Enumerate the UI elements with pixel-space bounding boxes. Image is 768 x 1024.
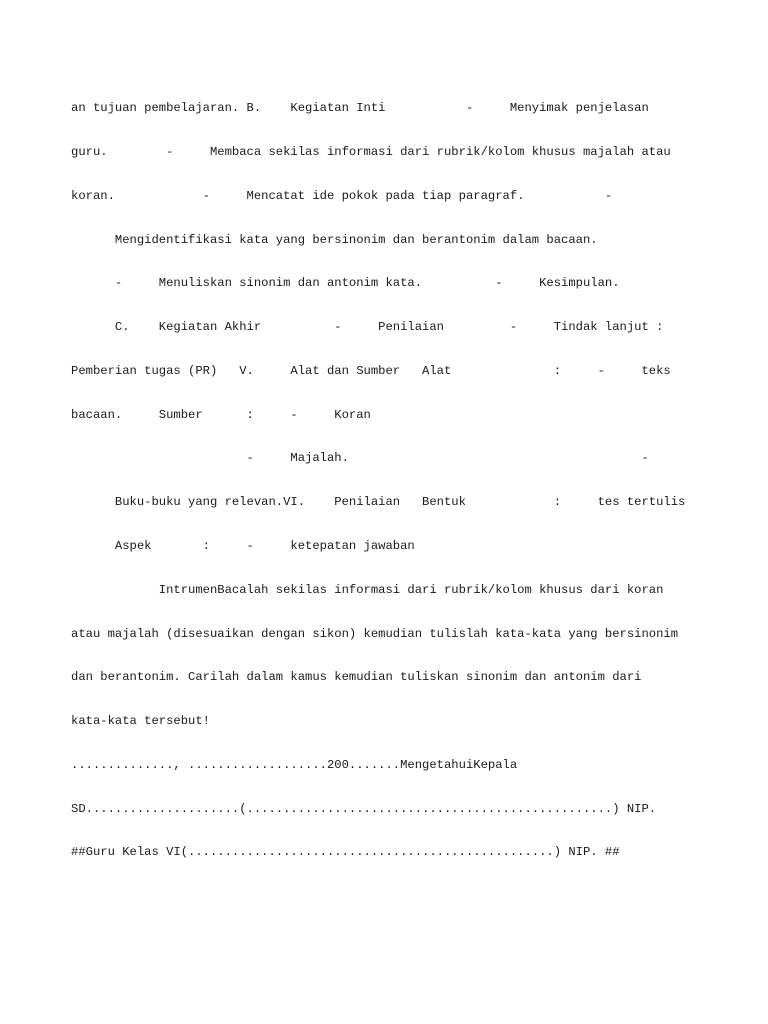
- text-line: - Majalah. -: [71, 451, 649, 466]
- text-line: Buku-buku yang relevan.VI. Penilaian Bentuk : tes tertulis: [71, 495, 686, 510]
- text-line: IntrumenBacalah sekilas informasi dari rubrik/kolom khusus dari koran: [71, 582, 664, 597]
- document-body: [71, 72, 685, 889]
- text-line: Aspek : - ketepatan jawaban: [71, 539, 415, 553]
- text-line: kata-kata tersebut!: [71, 714, 210, 729]
- text-line: an tujuan pembelajaran. B. Kegiatan Inti - Menyimak penjelasan: [71, 101, 649, 116]
- text-line: C. Kegiatan Akhir - Penilaian - Tindak lanjut :: [71, 320, 664, 335]
- text-line: Mengidentifikasi kata yang bersinonim dan berantonim dalam bacaan.: [71, 232, 598, 247]
- text-line: Pemberian tugas (PR) V. Alat dan Sumber Alat : - teks: [71, 363, 671, 378]
- text-line: ##Guru Kelas VI(..................................................) NIP. ##: [71, 845, 620, 860]
- text-line: koran. - Mencatat ide pokok pada tiap paragraf. -: [71, 188, 613, 203]
- text-line: .............., ...................200.......MengetahuiKepala: [71, 757, 518, 772]
- text-line: guru. - Membaca sekilas informasi dari rubrik/kolom khusus majalah atau: [71, 144, 671, 159]
- text-line: bacaan. Sumber : - Koran: [71, 407, 371, 422]
- text-line: - Menuliskan sinonim dan antonim kata. - Kesimpulan.: [71, 276, 620, 291]
- text-line: dan berantonim. Carilah dalam kamus kemudian tuliskan sinonim dan antonim dari: [71, 670, 642, 685]
- text-line: atau majalah (disesuaikan dengan sikon) kemudian tulislah kata-kata yang bersinonim: [71, 626, 679, 641]
- text-line: SD.....................(..................................................) NIP.: [71, 801, 657, 816]
